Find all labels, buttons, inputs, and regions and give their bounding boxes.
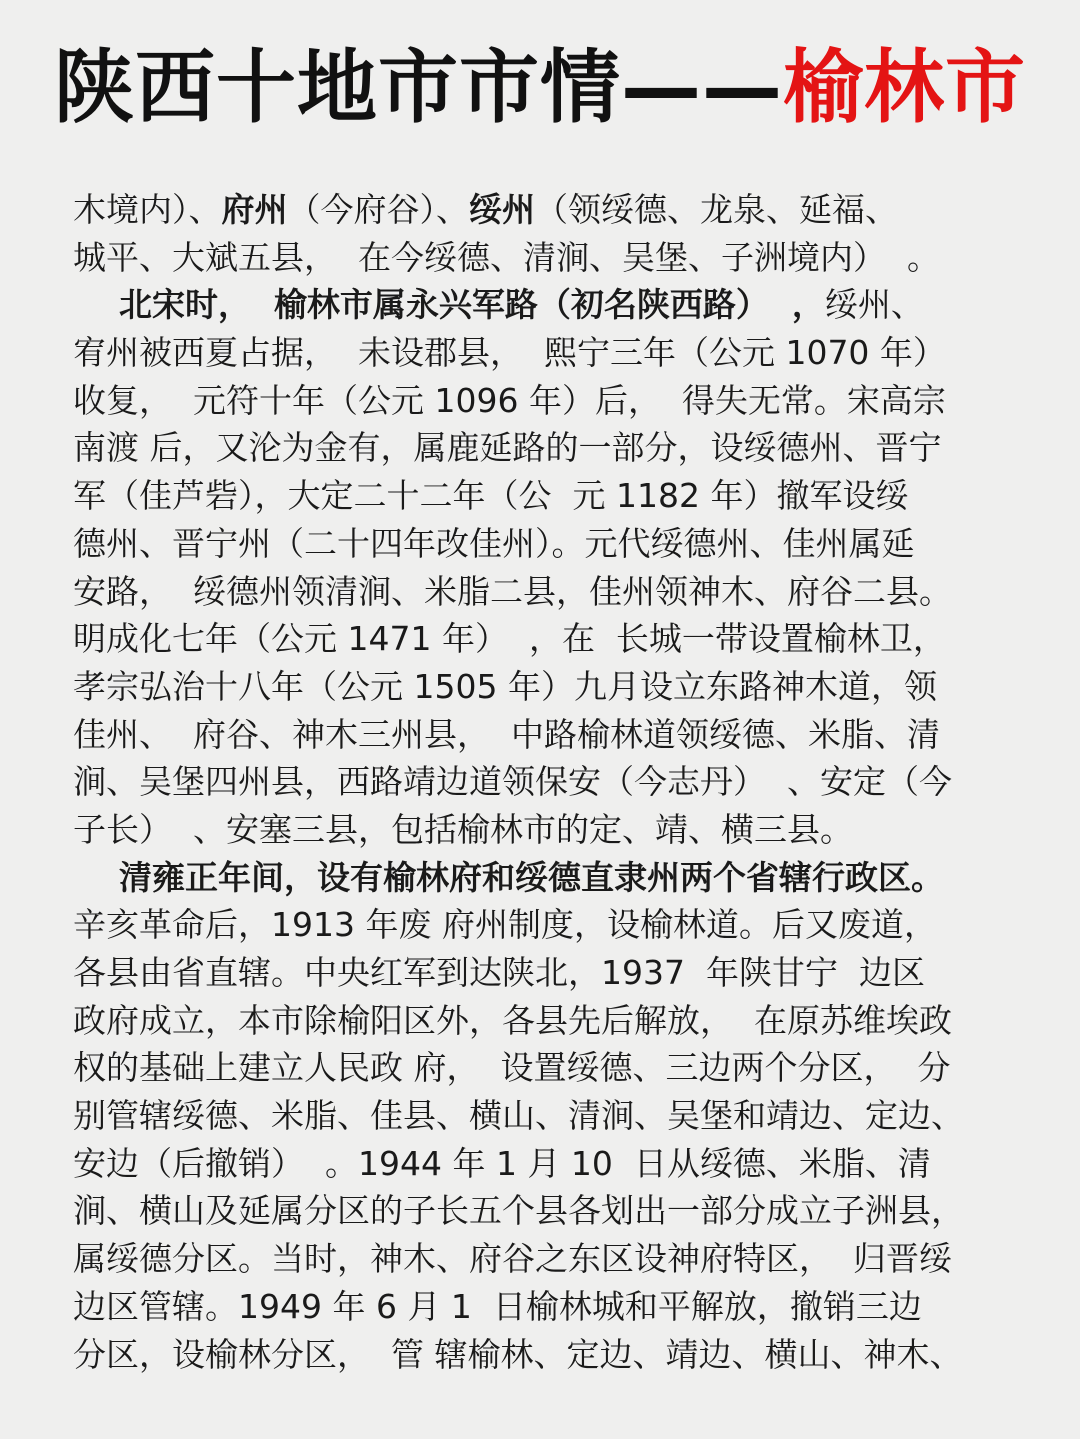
- text-line: [73, 186, 1003, 234]
- text-line: [73, 1331, 1003, 1379]
- text-run: 涧、吴堡四州县，西路靖边道领保安（今志丹） 、安定（今: [73, 762, 952, 802]
- text-run: 宥州被西夏占据， 未设郡县， 熙宁三年（公元 1070 年）: [73, 333, 946, 373]
- title-main: 陕西十地市市情——: [54, 41, 783, 134]
- text-run: 涧、横山及延属分区的子长五个县各划出一部分成立子洲县，: [73, 1191, 964, 1231]
- bold-text-run: 清雍正年间，设有榆林府和绥德直隶州两个省辖行政区。: [73, 857, 944, 897]
- text-run: 孝宗弘治十八年（公元 1505 年）九月设立东路神木道，领: [73, 666, 937, 706]
- text-run: 收复， 元符十年（公元 1096 年）后， 得失无常。宋高宗: [73, 380, 946, 420]
- text-run: 边区管辖。1949 年 6 月 1 日榆林城和平解放，撤销三边: [73, 1286, 922, 1326]
- text-run: 德州、晋宁州（二十四年改佳州）。元代绥德州、佳州属延: [73, 523, 915, 563]
- text-line: [73, 1283, 1003, 1331]
- text-line: [73, 901, 1003, 949]
- text-line: [73, 949, 1003, 997]
- text-run: （今府谷）、: [287, 190, 469, 229]
- text-run: 安路， 绥德州领清涧、米脂二县，佳州领神木、府谷二县。: [73, 571, 952, 611]
- text-run: 明成化七年（公元 1471 年） ，在 长城一带设置榆林卫，: [73, 619, 946, 659]
- text-run: 木境内）、: [73, 190, 222, 229]
- text-run: 绥州、: [824, 285, 924, 325]
- text-line: [73, 806, 1003, 854]
- text-run: 南渡 后，又沦为金有，属鹿延路的一部分，设绥德州、晋宁: [73, 428, 942, 468]
- text-line: [73, 520, 1003, 568]
- bold-text-run: 北宋时， 榆林市属永兴军路（初名陕西路） ，: [73, 285, 825, 325]
- text-line: [73, 1140, 1003, 1188]
- text-line: [73, 615, 1003, 663]
- page-title: [0, 38, 1080, 138]
- text-line: [73, 663, 1003, 711]
- text-line: [73, 1044, 1003, 1092]
- text-run: 属绥德分区。当时，神木、府谷之东区设神府特区， 归晋绥: [73, 1239, 952, 1279]
- text-run: 佳州、 府谷、神木三州县， 中路榆林道领绥德、米脂、清: [73, 714, 940, 754]
- bold-text-run: 绥州: [469, 190, 535, 229]
- text-run: 各县由省直辖。中央红军到达陕北，1937 年陕甘宁 边区: [73, 953, 925, 992]
- text-run: 安边（后撤销） 。1944 年 1 月 10 日从绥德、米脂、清: [73, 1143, 931, 1183]
- text-run: 权的基础上建立人民政 府， 设置绥德、三边两个分区， 分: [73, 1048, 951, 1088]
- text-run: 城平、大斌五县， 在今绥德、清涧、吴堡、子洲境内） 。: [73, 237, 940, 277]
- text-line: [73, 758, 1003, 806]
- text-line: [73, 234, 1003, 282]
- text-line: [73, 1092, 1003, 1140]
- text-run: 军（佳芦砦），大定二十二年（公 元 1182 年）撤军设绥: [73, 476, 909, 516]
- title-highlight: 榆林市: [783, 41, 1026, 134]
- text-line: [73, 377, 1003, 425]
- text-line: [73, 1187, 1003, 1235]
- text-line: [73, 854, 1003, 902]
- text-line: [73, 711, 1003, 759]
- text-run: 辛亥革命后，1913 年废 府州制度，设榆林道。后又废道，: [73, 905, 937, 945]
- text-line: [73, 472, 1003, 520]
- text-run: 分区，设榆林分区， 管 辖榆林、定边、靖边、横山、神木、: [73, 1334, 963, 1374]
- bold-text-run: 府州: [221, 190, 288, 229]
- body-text: [73, 186, 1003, 1378]
- text-run: 别管辖绥德、米脂、佳县、横山、清涧、吴堡和靖边、定边、: [73, 1096, 964, 1136]
- text-line: [73, 568, 1003, 616]
- text-line: [73, 281, 1003, 329]
- text-line: [73, 329, 1003, 377]
- text-line: [73, 1235, 1003, 1283]
- text-line: [73, 424, 1003, 472]
- text-run: 政府成立，本市除榆阳区外，各县先后解放， 在原苏维埃政: [73, 1000, 952, 1040]
- text-run: （领绥德、龙泉、延福、: [535, 190, 898, 229]
- text-run: 子长） 、安塞三县，包括榆林市的定、靖、横三县。: [73, 809, 853, 849]
- text-line: [73, 997, 1003, 1045]
